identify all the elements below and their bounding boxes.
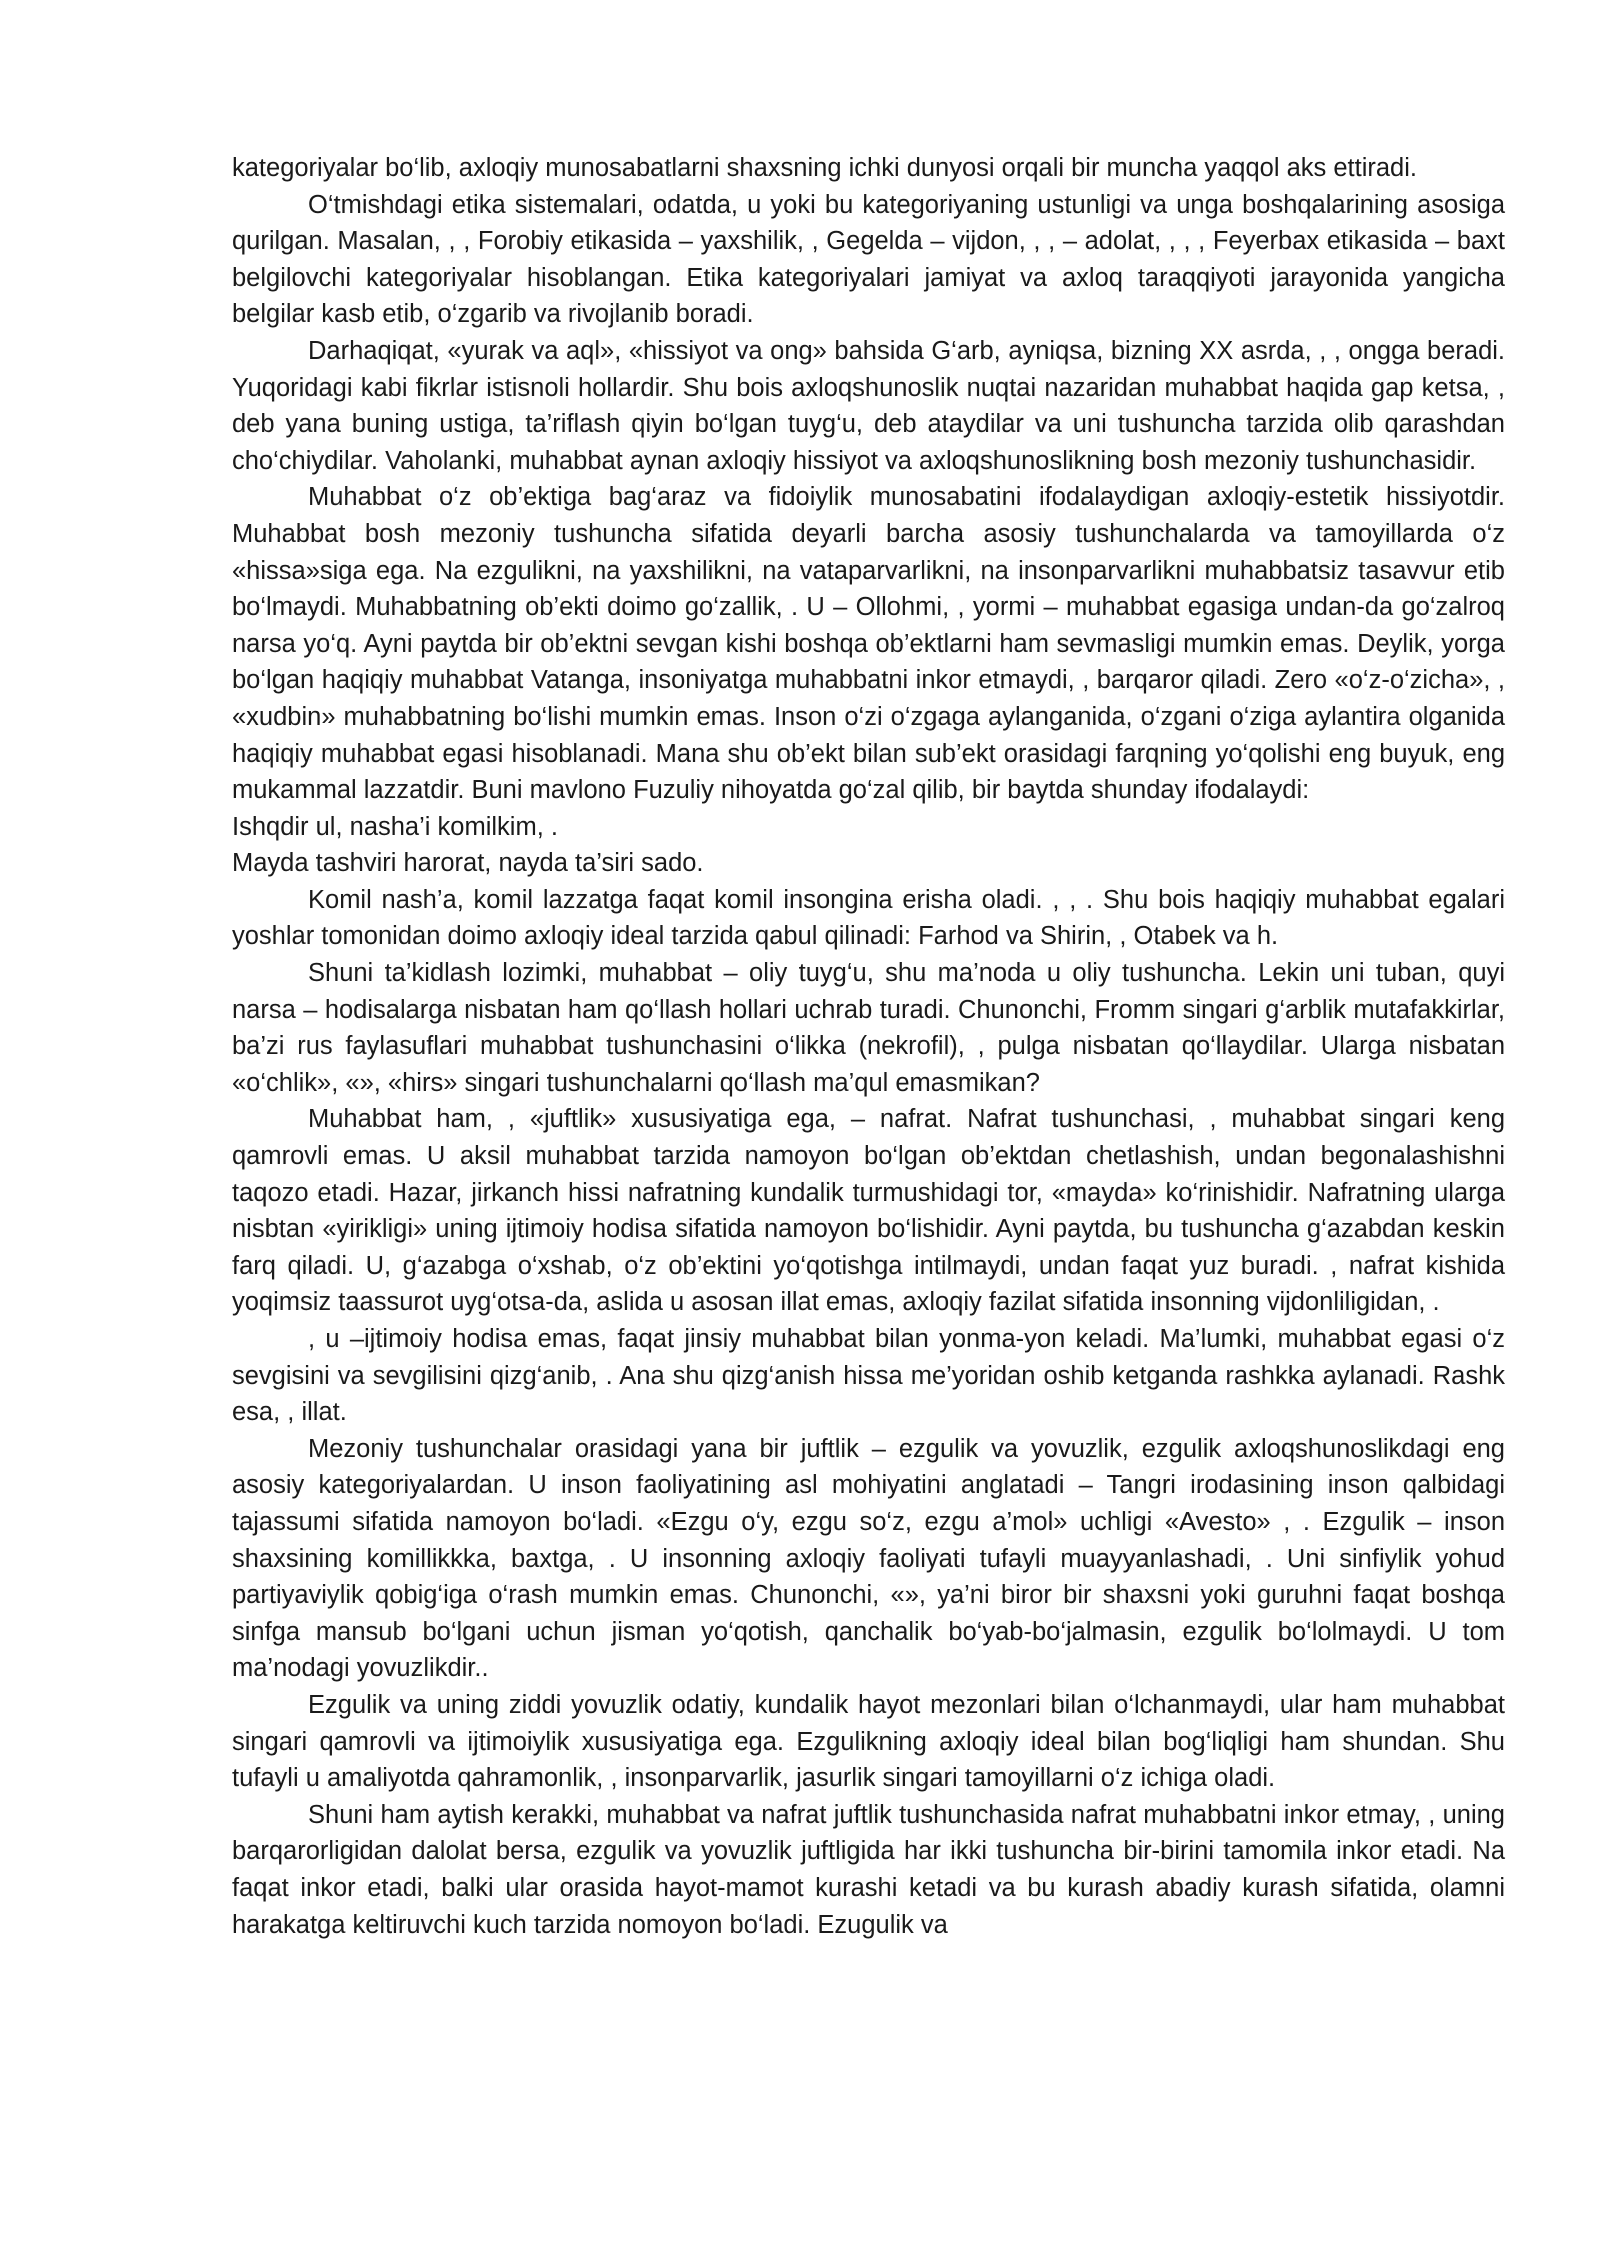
paragraph-2: O‘tmishdagi etika sistemalari, odatda, u yoki bu kategoriyaning ustunligi va unga boshqalarining asosiga qurilgan. Masalan, , , Forobiy etikasida – yaxshilik, , Gegelda – vijdon, , , – adolat, , , , Feyerbax etikasida – baxt belgilovchi kategoriyalar hisoblangan. Etika kategoriyalari jamiyat va axloq taraqqiyoti jarayonida yangicha belgilar kasb etib, o‘zgarib va rivojlanib boradi. — [232, 190, 1505, 329]
paragraph-10: Ezgulik va uning ziddi yovuzlik odatiy, kundalik hayot mezonlari bilan o‘lchanmaydi, ular ham muhabbat singari qamrovli va ijtimoiylik xususiyatiga ega. Ezgulikning axloqiy ideal bilan bog‘liqligi ham shundan. Shu tufayli u amaliyotda qahramonlik, , insonparvarlik, jasurlik singari tamoyillarni o‘z ichiga oladi. — [232, 1690, 1505, 1793]
paragraph-6: Shuni ta’kidlash lozimki, muhabbat – oliy tuyg‘u, shu ma’noda u oliy tushuncha. Lekin uni tuban, quyi narsa – hodisalarga nisbatan ham qo‘llash hollari uchrab turadi. Chunonchi, Fromm singari g‘arblik mutafakkirlar, ba’zi rus faylasuflari muhabbat tushunchasini o‘likka (nekrofil), , pulga nisbatan qo‘llaydilar. Ularga nisbatan «o‘chlik», «», «hirs» singari tushunchalarni qo‘llash ma’qul emasmikan? — [232, 959, 1505, 1097]
verse-line-2: Mayda tashviri harorat, nayda ta’siri sado. — [232, 849, 704, 878]
paragraph-8: , u –ijtimoiy hodisa emas, faqat jinsiy muhabbat bilan yonma-yon keladi. Ma’lumki, muhabbat egasi o‘z sevgisini va sevgilisini qizg‘anib, . Ana shu qizg‘anish hissa me’yoridan oshib ketganda rashkka aylanadi. Rashk esa, , illat. — [232, 1325, 1505, 1427]
paragraph-1: kategoriyalar bo‘lib, axloqiy munosabatlarni shaxsning ichki dunyosi orqali bir muncha yaqqol aks ettiradi. — [232, 154, 1417, 182]
verse-line-1: Ishqdir ul, nasha’i komilkim, . — [232, 812, 558, 841]
paragraph-3: Darhaqiqat, «yurak va aql», «hissiyot va ong» bahsida G‘arb, ayniqsa, bizning XX asrda, , , ongga beradi. Yuqoridagi kabi fikrlar istisnoli hollardir. Shu bois axloqshunoslik nuqtai nazaridan muhabbat haqida gap ketsa, , deb yana buning ustiga, ta’riflash qiyin bo‘lgan tuyg‘u, deb ataydilar va uni tushuncha tarzida olib qarashdan cho‘chiydilar. Vaholanki, muhabbat aynan axloqiy hissiyot va axloqshunoslikning bosh mezoniy tushunchasidir. — [232, 336, 1505, 475]
document-page — [232, 150, 1505, 1943]
paragraph-11: Shuni ham aytish kerakki, muhabbat va nafrat juftlik tushunchasida nafrat muhabbatni inkor etmay, , uning barqarorligidan dalolat bersa, ezgulik va yovuzlik juftligida har ikki tushuncha bir-birini tamomila inkor etadi. Na faqat inkor etadi, balki ular orasida hayot-mamot kurashi ketadi va bu kurash abadiy kurash sifatida, olamni harakatga keltiruvchi kuch tarzida nomoyon bo‘ladi. Ezugulik va — [232, 1800, 1505, 1939]
paragraph-9: Mezoniy tushunchalar orasidagi yana bir juftlik – ezgulik va yovuzlik, ezgulik axloqshunoslikdagi eng asosiy kategoriyalardan. U inson faoliyatining asl mohiyatini anglatadi – Tangri irodasining inson qalbidagi tajassumi sifatida namoyon bo‘ladi. «Ezgu o‘y, ezgu so‘z, ezgu a’mol» uchligi «Avesto» , . Ezgulik – inson shaxsining komillikkka, baxtga, . U insonning axloqiy faoliyati tufayli muayyanlashadi, . Uni sinfiylik yohud partiyaviylik qobig‘iga o‘rash mumkin emas. Chunonchi, «», ya’ni biror bir shaxsni yoki guruhni faqat boshqa sinfga mansub bo‘lgani uchun jisman yo‘qotish, qanchalik bo‘yab-bo‘jalmasin, ezgulik bo‘lolmaydi. U tom ma’nodagi yovuzlikdir.. — [232, 1434, 1505, 1683]
paragraph-7: Muhabbat ham, , «juftlik» xususiyatiga ega, – nafrat. Nafrat tushunchasi, , muhabbat singari keng qamrovli emas. U aksil muhabbat tarzida namoyon bo‘lgan ob’ektdan chetlashish, undan begonalashishni taqozo etadi. Hazar, jirkanch hissi nafratning kundalik turmushidagi tor, «mayda» ko‘rinishidir. Nafratning ularga nisbtan «yirikligi» uning ijtimoiy hodisa sifatida namoyon bo‘lishidir. Ayni paytda, bu tushuncha g‘azabdan keskin farq qiladi. U, g‘azabga o‘xshab, o‘z ob’ektini yo‘qotishga intilmaydi, undan faqat yuz buradi. , nafrat kishida yoqimsiz taassurot uyg‘otsa-da, aslida u asosan illat emas, axloqiy fazilat sifatida insonning vijdonliligidan, . — [232, 1105, 1505, 1317]
paragraph-4: Muhabbat o‘z ob’ektiga bag‘araz va fidoiylik munosabatini ifodalaydigan axloqiy-estetik hissiyotdir. Muhabbat bosh mezoniy tushuncha sifatida deyarli barcha asosiy tushunchalarda va tamoyillarda o‘z «hissa»siga ega. Na ezgulikni, na yaxshilikni, na vataparvarlikni, na insonparvarlikni muhabbatsiz tasavvur etib bo‘lmaydi. Muhabbatning ob’ekti doimo go‘zallik, . U – Ollohmi, , yormi – muhabbat egasiga undan-da go‘zalroq narsa yo‘q. Ayni paytda bir ob’ektni sevgan kishi boshqa ob’ektlarni ham sevmasligi mumkin emas. Deylik, yorga bo‘lgan haqiqiy muhabbat Vatanga, insoniyatga muhabbatni inkor etmaydi, , barqaror qiladi. Zero «o‘z-o‘zicha», , «xudbin» muhabbatning bo‘lishi mumkin emas. Inson o‘zi o‘zgaga aylanganida, o‘zgani o‘ziga aylantira olganida haqiqiy muhabbat egasi hisoblanadi. Mana shu ob’ekt bilan sub’ekt orasidagi farqning yo‘qolishi eng buyuk, eng mukammal lazzatdir. Buni mavlono Fuzuliy nihoyatda go‘zal qilib, bir baytda shunday ifodalaydi: — [232, 483, 1505, 805]
paragraph-5: Komil nash’a, komil lazzatga faqat komil insongina erisha oladi. , , . Shu bois haqiqiy muhabbat egalari yoshlar tomonidan doimo axloqiy ideal tarzida qabul qilinadi: Farhod va Shirin, , Otabek va h. — [232, 885, 1505, 951]
